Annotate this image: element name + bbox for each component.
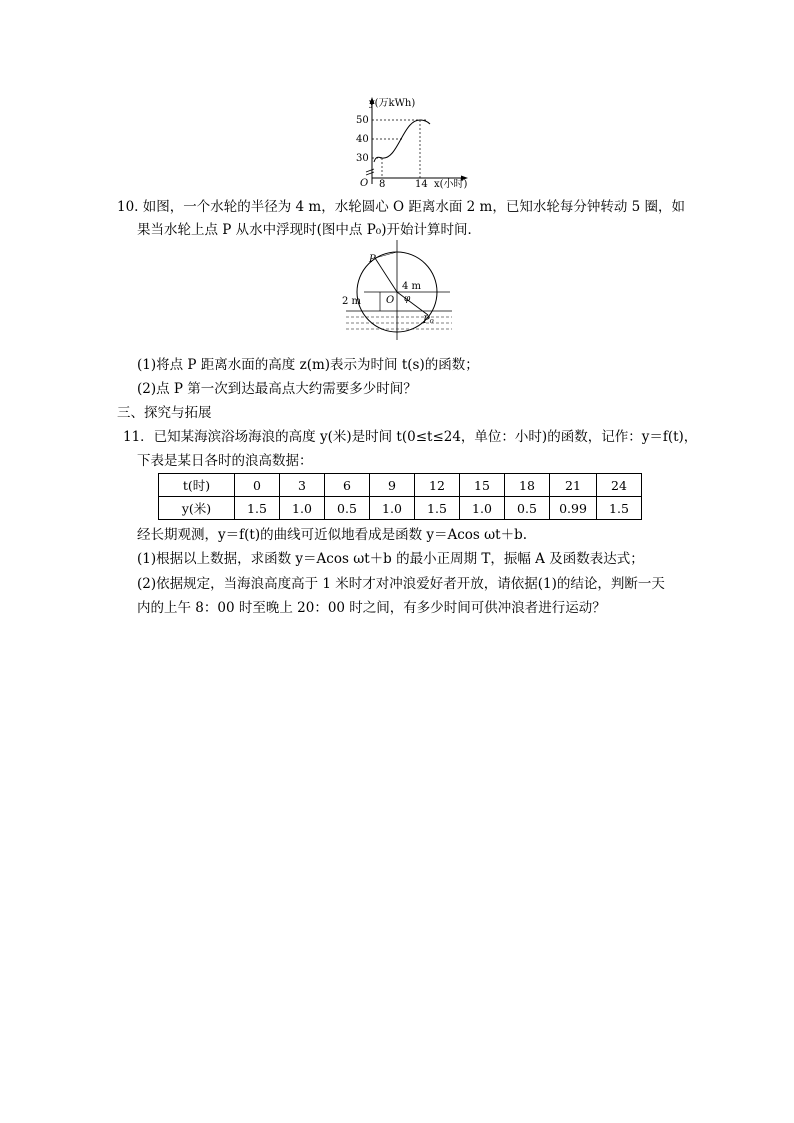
y-tick-50: 50	[356, 115, 369, 126]
table-cell: y(米)	[159, 497, 235, 520]
q10-part2: (2)点 P 第一次到达最高点大约需要多少时间？	[137, 381, 417, 397]
table-row	[159, 474, 642, 497]
x-tick-8: 8	[379, 179, 386, 189]
angle-label: φ	[404, 294, 411, 304]
q10-line1: 10. 如图，一个水轮的半径为 4 m，水轮圆心 O 距离水面 2 m，已知水轮每分钟转动 5 圈，如	[117, 199, 686, 215]
table-cell: 1.5	[415, 497, 460, 520]
q11-line2: 下表是某日各时的浪高数据：	[137, 453, 313, 469]
point-P-label: P	[369, 254, 376, 265]
sine-curve	[374, 120, 430, 162]
q11-part2a: (2)依据规定，当海浪高度高于 1 米时才对冲浪爱好者开放，请依据(1)的结论，判断一天	[137, 576, 665, 592]
q11-part2b: 内的上午 8：00 时至晚上 20：00 时之间，有多少时间可供冲浪者进行运动？	[137, 600, 606, 616]
radius-OP0	[397, 292, 428, 315]
radius-label: 4 m	[402, 281, 422, 292]
table-cell: 0.99	[550, 497, 597, 520]
table-cell: 18	[505, 474, 550, 497]
q10-line2: 果当水轮上点 P 从水中浮现时(图中点 P₀)开始计算时间．	[137, 222, 481, 238]
water-wheel-figure	[340, 240, 455, 348]
table-cell: 6	[325, 474, 370, 497]
table-cell: 21	[550, 474, 597, 497]
wave-height-table	[158, 473, 642, 520]
y-axis-label: y(万kWh)	[369, 98, 416, 109]
table-cell: 9	[370, 474, 415, 497]
table-cell: 24	[597, 474, 642, 497]
depth-label: 2 m	[342, 296, 362, 307]
table-cell: 0.5	[325, 497, 370, 520]
origin-label: O	[360, 178, 369, 189]
x-axis-label: x(小时)	[434, 179, 468, 189]
power-usage-graph	[348, 94, 478, 189]
table-cell: 1.0	[280, 497, 325, 520]
table-cell: 3	[280, 474, 325, 497]
table-cell: 0	[235, 474, 280, 497]
y-tick-30: 30	[356, 153, 369, 164]
table-cell: t(时)	[159, 474, 235, 497]
table-cell: 1.0	[370, 497, 415, 520]
center-O-label: O	[386, 295, 395, 306]
table-row	[159, 497, 642, 520]
radius-OP	[375, 258, 397, 292]
table-cell: 1.0	[460, 497, 505, 520]
axis-break-mark	[366, 169, 374, 175]
table-cell: 0.5	[505, 497, 550, 520]
table-cell: 1.5	[597, 497, 642, 520]
point-P0-label: P₀	[423, 315, 434, 326]
q10-part1: (1)将点 P 距离水面的高度 z(m)表示为时间 t(s)的函数；	[137, 357, 479, 373]
table-cell: 1.5	[235, 497, 280, 520]
q11-part1: (1)根据以上数据，求函数 y＝Acos ωt＋b 的最小正周期 T，振幅 A 及函数表达式；	[137, 551, 644, 567]
chord-P-top	[375, 252, 397, 258]
q11-line3: 经长期观测，y＝f(t)的曲线可近似地看成是函数 y＝Acos ωt＋b.	[137, 527, 528, 543]
section-heading: 三、探究与拓展	[117, 405, 212, 421]
table-cell: 15	[460, 474, 505, 497]
y-tick-40: 40	[356, 134, 369, 145]
x-tick-14: 14	[415, 179, 428, 189]
q11-line1: 11．已知某海滨浴场海浪的高度 y(米)是时间 t(0≤t≤24，单位：小时)的函数，记作：y＝f(t)，	[123, 429, 698, 445]
table-cell: 12	[415, 474, 460, 497]
